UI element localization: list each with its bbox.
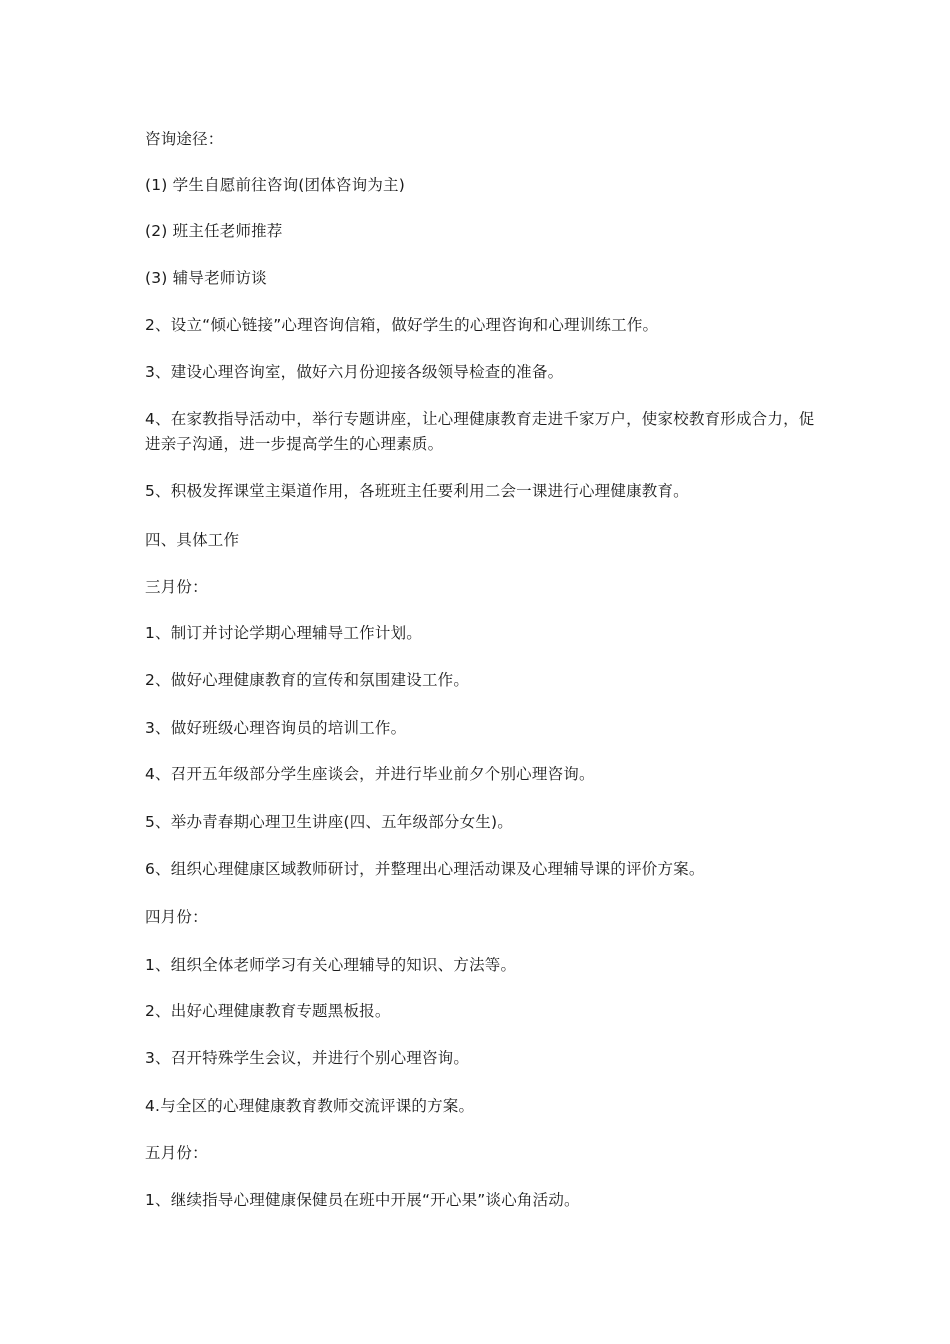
march-item-2: 2、做好心理健康教育的宣传和氛围建设工作。 — [145, 671, 470, 689]
march-item-1: 1、制订并讨论学期心理辅导工作计划。 — [145, 624, 422, 642]
march-item-6: 6、组织心理健康区域教师研讨，并整理出心理活动课及心理辅导课的评价方案。 — [145, 860, 705, 878]
month-heading-may: 五月份： — [145, 1144, 208, 1162]
paragraph-channel-1: (1) 学生自愿前往咨询(团体咨询为主) — [145, 176, 405, 194]
paragraph-item-2-mailbox: 2、设立“倾心链接”心理咨询信箱，做好学生的心理咨询和心理训练工作。 — [145, 316, 659, 334]
paragraph-channel-3: (3) 辅导老师访谈 — [145, 269, 267, 287]
march-item-4: 4、召开五年级部分学生座谈会，并进行毕业前夕个别心理咨询。 — [145, 765, 595, 783]
april-item-4: 4.与全区的心理健康教育教师交流评课的方案。 — [145, 1097, 475, 1115]
month-heading-march: 三月份： — [145, 578, 208, 596]
april-item-2: 2、出好心理健康教育专题黑板报。 — [145, 1002, 391, 1020]
april-item-1: 1、组织全体老师学习有关心理辅导的知识、方法等。 — [145, 956, 517, 974]
section-heading-specific-work: 四、具体工作 — [145, 531, 240, 549]
april-item-3: 3、召开特殊学生会议，并进行个别心理咨询。 — [145, 1049, 470, 1067]
march-item-3: 3、做好班级心理咨询员的培训工作。 — [145, 719, 407, 737]
march-item-5: 5、举办青春期心理卫生讲座(四、五年级部分女生)。 — [145, 813, 513, 831]
paragraph-item-4-lectures: 4、在家教指导活动中，举行专题讲座，让心理健康教育走进千家万户，使家校教育形成合力，促进亲子沟通，进一步提高学生的心理素质。 — [145, 410, 815, 453]
may-item-1: 1、继续指导心理健康保健员在班中开展“开心果”谈心角活动。 — [145, 1191, 580, 1209]
paragraph-consult-channels-heading: 咨询途径： — [145, 130, 224, 148]
paragraph-item-5-classroom: 5、积极发挥课堂主渠道作用，各班班主任要利用二会一课进行心理健康教育。 — [145, 482, 689, 500]
paragraph-channel-2: (2) 班主任老师推荐 — [145, 222, 283, 240]
month-heading-april: 四月份： — [145, 908, 208, 926]
paragraph-item-3-room: 3、建设心理咨询室，做好六月份迎接各级领导检查的准备。 — [145, 363, 564, 381]
